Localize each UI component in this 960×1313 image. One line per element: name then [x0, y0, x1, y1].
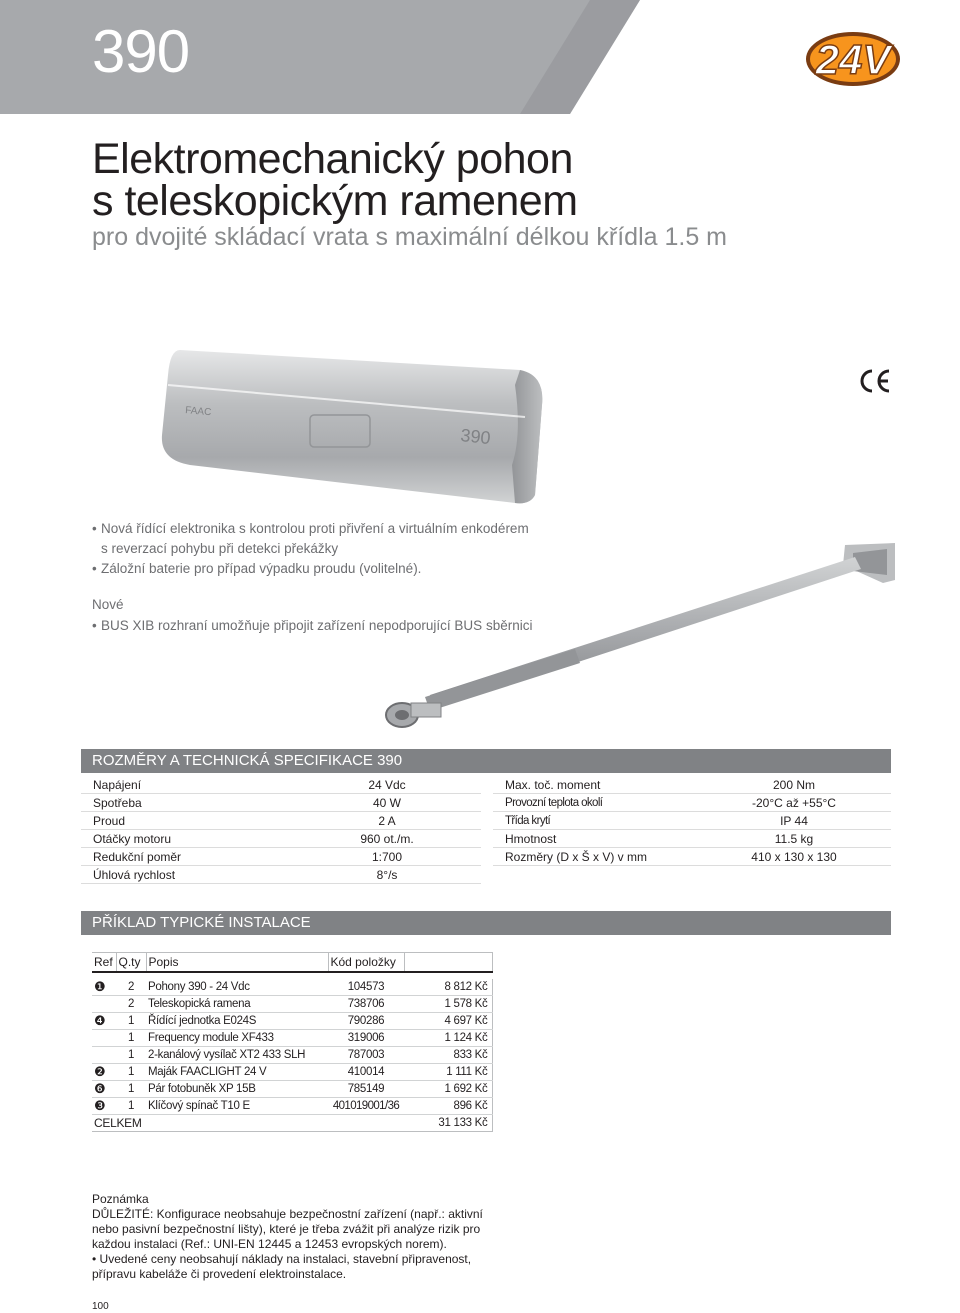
- description-cell: Maják FAACLIGHT 24 V: [146, 1064, 328, 1081]
- spec-value: 410 x 130 x 130: [751, 850, 837, 864]
- column-header-code: Kód položky: [328, 953, 404, 973]
- price-cell: 833 Kč: [404, 1047, 492, 1064]
- qty-cell: 1: [116, 1047, 146, 1064]
- table-row: [92, 1081, 492, 1098]
- spec-label: Provozní teplota okolí: [505, 797, 603, 809]
- ref-marker: ❶: [92, 979, 116, 996]
- product-title-line-2: s teleskopickým ramenem: [92, 177, 578, 225]
- note-line: nebo pasivní bezpečnostní lišty), které je třeba zvážit při analýze rizik pro: [92, 1222, 481, 1236]
- description-cell: Pár fotobuněk XP 15B: [146, 1081, 328, 1098]
- spec-row: [81, 812, 481, 830]
- total-label: CELKEM: [92, 1115, 404, 1132]
- qty-cell: 2: [116, 979, 146, 996]
- price-cell: 4 697 Kč: [404, 1013, 492, 1030]
- ref-marker: ❻: [92, 1081, 116, 1098]
- telescopic-arm-image: [375, 535, 895, 740]
- ref-marker: [92, 996, 116, 1013]
- qty-cell: 1: [116, 1098, 146, 1115]
- spec-value: -20°C až +55°C: [752, 796, 836, 810]
- spec-label: Rozměry (D x Š x V) v mm: [505, 850, 648, 864]
- new-features-label: Nové: [92, 597, 124, 612]
- installation-section-heading: PŘÍKLAD TYPICKÉ INSTALACE: [81, 911, 891, 935]
- code-cell: 319006: [328, 1030, 404, 1047]
- spec-value: 24 Vdc: [368, 778, 406, 792]
- spec-value: IP 44: [780, 814, 808, 828]
- spec-row: [493, 812, 891, 830]
- spec-row: [493, 830, 891, 848]
- price-cell: 1 692 Kč: [404, 1081, 492, 1098]
- model-number: 390: [92, 18, 190, 85]
- product-title-line-1: Elektromechanický pohon: [92, 135, 573, 183]
- spec-value: 11.5 kg: [774, 832, 814, 846]
- description-cell: Teleskopická ramena: [146, 996, 328, 1013]
- price-cell: 896 Kč: [404, 1098, 492, 1115]
- installation-table: [92, 952, 492, 1132]
- spec-row: [81, 848, 481, 866]
- table-row: [92, 1047, 492, 1064]
- code-cell: 401019001/36: [328, 1098, 404, 1115]
- table-row: [92, 1064, 492, 1081]
- spec-section-heading: ROZMĚRY A TECHNICKÁ SPECIFIKACE 390: [81, 749, 891, 773]
- qty-cell: 1: [116, 1013, 146, 1030]
- page-number: 100: [92, 1301, 109, 1312]
- ref-marker: [92, 1047, 116, 1064]
- note-line: přípravu kabeláže či provedení elektroinstalace.: [92, 1267, 347, 1281]
- column-header-qty: Q.ty: [116, 953, 146, 973]
- table-row: [92, 1098, 492, 1115]
- code-cell: 790286: [328, 1013, 404, 1030]
- description-cell: Pohony 390 - 24 Vdc: [146, 979, 328, 996]
- total-row: [92, 1115, 492, 1132]
- feature-item-continuation: s reverzací pohybu při detekci překážky: [101, 541, 339, 556]
- svg-text:390: 390: [459, 425, 492, 449]
- spec-label: Redukční poměr: [93, 850, 182, 864]
- spec-label: Úhlová rychlost: [93, 868, 176, 882]
- ref-marker: ❷: [92, 1064, 116, 1081]
- feature-item: • Nová řídící elektronika s kontrolou proti přivření a virtuálním enkodérem: [92, 521, 529, 536]
- note-title: Poznámka: [92, 1192, 149, 1206]
- code-cell: 410014: [328, 1064, 404, 1081]
- ref-marker: ❹: [92, 1013, 116, 1030]
- price-cell: 1 124 Kč: [404, 1030, 492, 1047]
- svg-text:FAAC: FAAC: [184, 405, 212, 419]
- table-row: [92, 1013, 492, 1030]
- spec-label: Hmotnost: [505, 832, 557, 846]
- qty-cell: 1: [116, 1081, 146, 1098]
- description-cell: 2-kanálový vysílač XT2 433 SLH: [146, 1047, 328, 1064]
- column-header-description: Popis: [146, 953, 328, 973]
- table-row: [92, 996, 492, 1013]
- code-cell: 785149: [328, 1081, 404, 1098]
- note-line: každou instalaci (Ref.: UNI-EN 12445 a 12453 evropských norem).: [92, 1237, 447, 1251]
- description-cell: Frequency module XF433: [146, 1030, 328, 1047]
- qty-cell: 1: [116, 1064, 146, 1081]
- spec-row: [81, 866, 481, 884]
- spec-row: [493, 794, 891, 812]
- spec-row: [81, 776, 481, 794]
- column-header-price: [404, 953, 492, 973]
- description-cell: Klíčový spínač T10 E: [146, 1098, 328, 1115]
- spec-value: 960 ot./m.: [360, 832, 414, 846]
- spec-label: Max. toč. moment: [505, 778, 601, 792]
- motor-image: [150, 345, 550, 510]
- spec-label: Proud: [93, 814, 126, 828]
- voltage-24v-logo: [803, 30, 901, 88]
- price-cell: 1 111 Kč: [404, 1064, 492, 1081]
- spec-value: 40 W: [372, 796, 401, 810]
- note-line: DŮLEŽITÉ: Konfigurace neobsahuje bezpečnostní zařízení (např.: aktivní: [92, 1207, 483, 1221]
- price-cell: 1 578 Kč: [404, 996, 492, 1013]
- ce-mark-icon: [858, 368, 892, 394]
- ref-marker: ❸: [92, 1098, 116, 1115]
- spec-value: 1:700: [371, 850, 403, 864]
- note-block: [92, 1192, 512, 1282]
- note-line: • Uvedené ceny neobsahují náklady na instalaci, stavební připravenost,: [92, 1252, 472, 1266]
- spec-row: [493, 848, 891, 866]
- spec-row: [493, 776, 891, 794]
- qty-cell: 2: [116, 996, 146, 1013]
- spec-value: 200 Nm: [772, 778, 816, 792]
- product-subtitle: pro dvojité skládací vrata s maximální délkou křídla 1.5 m: [92, 223, 727, 251]
- ref-marker: [92, 1030, 116, 1047]
- spec-value: 2 A: [378, 814, 396, 828]
- spec-label: Spotřeba: [93, 796, 142, 810]
- spec-row: [81, 830, 481, 848]
- description-cell: Řídící jednotka E024S: [146, 1013, 328, 1030]
- table-header-row: [92, 953, 492, 973]
- svg-text:24V: 24V: [815, 36, 891, 83]
- new-feature-item: • BUS XIB rozhraní umožňuje připojit zařízení nepodporující BUS sběrnici: [92, 618, 533, 633]
- spec-row: [81, 794, 481, 812]
- qty-cell: 1: [116, 1030, 146, 1047]
- code-cell: 104573: [328, 979, 404, 996]
- table-row: [92, 1030, 492, 1047]
- spec-label: Třída krytí: [505, 815, 551, 827]
- price-cell: 8 812 Kč: [404, 979, 492, 996]
- feature-item: • Záložní baterie pro případ výpadku proudu (volitelné).: [92, 561, 422, 576]
- code-cell: 738706: [328, 996, 404, 1013]
- table-row: [92, 979, 492, 996]
- column-header-ref: Ref: [92, 953, 116, 973]
- spec-value: 8°/s: [376, 868, 398, 882]
- total-value: 31 133 Kč: [404, 1115, 492, 1132]
- code-cell: 787003: [328, 1047, 404, 1064]
- spec-label: Napájení: [93, 778, 142, 792]
- spec-label: Otáčky motoru: [93, 832, 172, 846]
